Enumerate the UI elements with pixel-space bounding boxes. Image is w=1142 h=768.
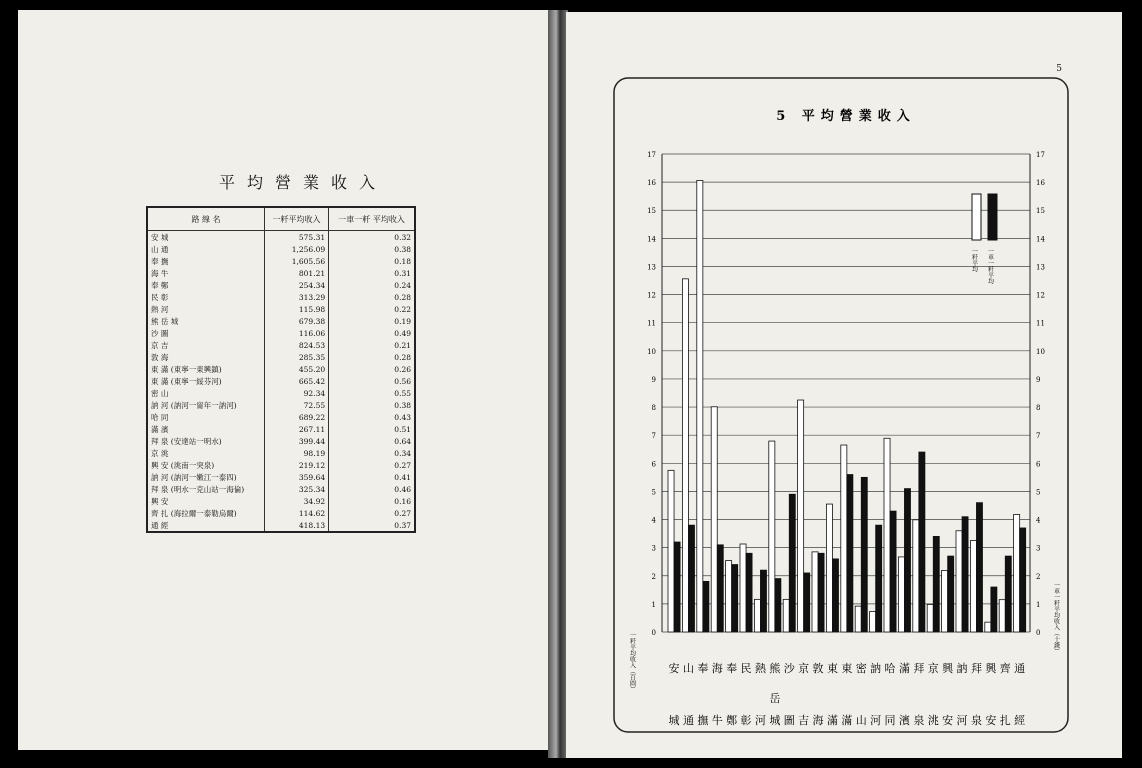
cell-value-per-car: 0.56	[329, 375, 415, 387]
y-tick-label-left: 1	[651, 600, 656, 609]
table-row	[147, 495, 415, 507]
category-label-bottom: 洮	[927, 714, 939, 727]
cell-value-per-km: 359.64	[265, 471, 329, 483]
y-tick-label-right: 4	[1036, 516, 1041, 525]
category-label-top: 哈	[884, 662, 896, 675]
legend-label-per-km: 一粁平均	[970, 248, 978, 272]
table-row	[147, 303, 415, 315]
category-label-top: 密	[855, 662, 867, 675]
cell-value-per-car: 0.38	[329, 243, 415, 255]
cell-route: 熊 岳 城	[147, 315, 265, 327]
cell-route: 民 彰	[147, 291, 265, 303]
bar-per-km	[769, 441, 775, 632]
cell-value-per-km: 313.29	[265, 291, 329, 303]
y-tick-label-right: 2	[1036, 572, 1041, 581]
bar-per-car	[1005, 556, 1011, 632]
bar-per-car	[976, 503, 982, 632]
cell-value-per-km: 267.11	[265, 423, 329, 435]
bar-per-car	[933, 536, 939, 632]
y-tick-label-right: 10	[1036, 347, 1045, 356]
category-label-bottom: 泉	[913, 714, 925, 727]
category-label-bottom: 扎	[999, 714, 1011, 727]
y-tick-label-left: 8	[651, 404, 656, 413]
table-row	[147, 363, 415, 375]
table-row	[147, 399, 415, 411]
category-label-top: 海	[711, 662, 723, 675]
cell-value-per-car: 0.21	[329, 339, 415, 351]
cell-value-per-car: 0.51	[329, 423, 415, 435]
category-label-top: 東	[826, 662, 838, 675]
y-tick-label-right: 16	[1036, 179, 1045, 188]
cell-value-per-car: 0.46	[329, 483, 415, 495]
category-label-top: 東	[841, 662, 853, 675]
category-label-bottom: 泉	[970, 714, 982, 727]
category-label-top: 拜	[970, 662, 982, 675]
category-label-bottom: 城	[668, 714, 680, 727]
y-tick-label-left: 14	[647, 235, 656, 244]
category-label-bottom: 撫	[697, 714, 709, 727]
y-tick-label-left: 7	[651, 432, 656, 441]
category-label-top: 奉	[697, 662, 709, 675]
table-row	[147, 243, 415, 255]
bar-per-km	[711, 407, 717, 632]
table-body	[147, 231, 415, 533]
table-row	[147, 255, 415, 267]
table-row	[147, 447, 415, 459]
cell-route: 京 洮	[147, 447, 265, 459]
cell-route: 海 牛	[147, 267, 265, 279]
cell-route: 拜 泉 (明水一克山站一海倫)	[147, 483, 265, 495]
table-row	[147, 315, 415, 327]
y-tick-label-left: 2	[651, 572, 656, 581]
table-row	[147, 507, 415, 519]
table-row	[147, 375, 415, 387]
cell-route: 奉 撫	[147, 255, 265, 267]
cell-value-per-car: 0.32	[329, 231, 415, 244]
cell-value-per-km: 801.21	[265, 267, 329, 279]
bar-per-car	[832, 559, 838, 632]
bar-per-car	[746, 553, 752, 632]
category-label-bottom: 滿	[826, 714, 838, 727]
bar-per-km	[798, 400, 804, 632]
y-tick-label-right: 12	[1036, 291, 1045, 300]
bar-per-car	[904, 489, 910, 632]
category-label-top: 京	[927, 662, 939, 675]
cell-route: 沙 圖	[147, 327, 265, 339]
cell-route: 東 滿 (東寧一綏芬河)	[147, 375, 265, 387]
y-tick-label-right: 5	[1036, 488, 1041, 497]
category-label-top: 訥	[956, 662, 968, 675]
cell-value-per-km: 689.22	[265, 411, 329, 423]
table-header-row	[147, 207, 415, 231]
cell-value-per-car: 0.27	[329, 459, 415, 471]
bar-per-km	[783, 599, 789, 632]
cell-value-per-car: 0.18	[329, 255, 415, 267]
category-label-bottom: 牛	[711, 714, 723, 727]
bar-per-km	[942, 570, 948, 632]
cell-value-per-km: 116.06	[265, 327, 329, 339]
legend-swatch-per-km	[972, 194, 981, 240]
table-row	[147, 267, 415, 279]
left-page	[18, 10, 558, 750]
cell-value-per-km: 824.53	[265, 339, 329, 351]
bar-per-km	[841, 445, 847, 632]
cell-value-per-car: 0.43	[329, 411, 415, 423]
bar-per-km	[985, 622, 991, 632]
header-per-car: 一車一粁 平均收入	[329, 207, 415, 231]
table-row	[147, 351, 415, 363]
table-row	[147, 435, 415, 447]
category-label-bottom: 吉	[798, 714, 810, 727]
cell-value-per-km: 665.42	[265, 375, 329, 387]
left-axis-label: 一粁平均收入（百圓）	[628, 632, 636, 692]
cell-value-per-km: 114.62	[265, 507, 329, 519]
category-label-bottom: 通	[682, 714, 694, 727]
cell-value-per-car: 0.34	[329, 447, 415, 459]
y-tick-label-right: 6	[1036, 460, 1041, 469]
bar-per-car	[732, 565, 738, 632]
table-row	[147, 471, 415, 483]
cell-value-per-km: 1,605.56	[265, 255, 329, 267]
cell-value-per-car: 0.64	[329, 435, 415, 447]
y-tick-label-right: 17	[1036, 151, 1045, 159]
table-row	[147, 291, 415, 303]
bar-per-km	[956, 531, 962, 632]
cell-value-per-car: 0.27	[329, 507, 415, 519]
category-label-top: 滿	[898, 662, 910, 675]
y-tick-label-right: 13	[1036, 263, 1045, 272]
cell-route: 通 經	[147, 519, 265, 532]
bar-per-km	[855, 606, 861, 632]
cell-value-per-car: 0.38	[329, 399, 415, 411]
cell-value-per-km: 399.44	[265, 435, 329, 447]
bar-per-car	[890, 511, 896, 632]
category-label-top: 齊	[999, 662, 1011, 675]
cell-value-per-car: 0.55	[329, 387, 415, 399]
category-label-bottom: 河	[956, 714, 968, 727]
category-label-bottom: 山	[855, 714, 867, 727]
right-axis-label: 一車一粁平均收入（十錢）	[1052, 582, 1060, 654]
cell-value-per-km: 418.13	[265, 519, 329, 532]
cell-value-per-car: 0.31	[329, 267, 415, 279]
cell-value-per-car: 0.41	[329, 471, 415, 483]
cell-value-per-km: 34.92	[265, 495, 329, 507]
y-tick-label-left: 10	[647, 347, 656, 356]
y-tick-label-left: 6	[651, 460, 656, 469]
category-label-bottom: 圖	[783, 714, 795, 727]
cell-value-per-car: 0.28	[329, 291, 415, 303]
category-label-bottom: 河	[870, 714, 882, 727]
y-tick-label-right: 0	[1036, 629, 1041, 637]
bar-per-km	[668, 470, 674, 632]
category-label-top: 熱	[754, 662, 766, 675]
y-tick-label-right: 1	[1036, 600, 1041, 609]
table-row	[147, 411, 415, 423]
cell-value-per-car: 0.37	[329, 519, 415, 532]
y-tick-label-left: 9	[651, 375, 656, 384]
book-spine	[548, 10, 568, 758]
y-tick-label-left: 4	[651, 516, 656, 525]
bar-per-car	[789, 494, 795, 632]
bar-per-km	[812, 552, 818, 632]
bar-per-km	[740, 544, 746, 632]
bar-per-car	[818, 553, 824, 632]
category-label-bottom: 海	[812, 714, 824, 727]
y-tick-label-right: 7	[1036, 432, 1041, 441]
legend-label-per-car: 一車一粁平均	[986, 248, 994, 284]
bar-chart	[566, 12, 1122, 758]
bar-per-car	[1020, 528, 1026, 632]
bar-per-km	[1014, 514, 1020, 632]
header-route: 路 線 名	[147, 207, 265, 231]
category-label-bottom: 彰	[740, 714, 752, 727]
bar-per-car	[991, 587, 997, 632]
cell-route: 山 通	[147, 243, 265, 255]
bar-per-car	[688, 525, 694, 632]
cell-route: 齊 扎 (海拉爾一泰勒烏爾)	[147, 507, 265, 519]
category-label-bottom: 安	[942, 714, 954, 727]
category-label-top: 京	[798, 662, 810, 675]
table-row	[147, 279, 415, 291]
bar-per-km	[898, 557, 904, 632]
bar-per-km	[913, 520, 919, 632]
cell-route: 東 滿 (東寧一東興鎮)	[147, 363, 265, 375]
cell-route: 訥 河 (訥河一嫩江一泰四)	[147, 471, 265, 483]
cell-value-per-car: 0.24	[329, 279, 415, 291]
cell-value-per-km: 455.20	[265, 363, 329, 375]
cell-value-per-km: 254.34	[265, 279, 329, 291]
table-row	[147, 339, 415, 351]
bar-per-car	[847, 475, 853, 632]
table-row	[147, 387, 415, 399]
bar-per-car	[876, 525, 882, 632]
category-label-top: 奉	[726, 662, 738, 675]
category-label-top: 興	[985, 662, 997, 675]
cell-value-per-car: 0.26	[329, 363, 415, 375]
category-label-top: 熊	[769, 662, 781, 675]
y-tick-label-right: 9	[1036, 375, 1041, 384]
bar-per-km	[927, 604, 933, 632]
cell-value-per-km: 98.19	[265, 447, 329, 459]
table-row	[147, 459, 415, 471]
y-tick-label-right: 14	[1036, 235, 1045, 244]
cell-value-per-km: 219.12	[265, 459, 329, 471]
cell-route: 京 吉	[147, 339, 265, 351]
bar-per-km	[884, 438, 890, 632]
cell-value-per-car: 0.28	[329, 351, 415, 363]
cell-value-per-km: 679.38	[265, 315, 329, 327]
category-label-bottom: 鄭	[726, 714, 738, 727]
bar-per-car	[717, 545, 723, 632]
header-per-km: 一粁平均收入	[265, 207, 329, 231]
cell-route: 哈 同	[147, 411, 265, 423]
cell-value-per-car: 0.22	[329, 303, 415, 315]
bar-per-car	[962, 517, 968, 632]
cell-value-per-km: 115.98	[265, 303, 329, 315]
income-table	[146, 206, 416, 533]
y-tick-label-right: 15	[1036, 207, 1045, 216]
cell-value-per-km: 285.35	[265, 351, 329, 363]
legend-swatch-per-car	[988, 194, 997, 240]
right-page	[566, 12, 1122, 758]
category-label-top: 拜	[913, 662, 925, 675]
category-label-sub: 岳	[769, 692, 781, 705]
cell-route: 密 山	[147, 387, 265, 399]
cell-route: 安 城	[147, 231, 265, 244]
category-label-top: 民	[740, 662, 752, 675]
bar-per-car	[674, 542, 680, 632]
bar-per-car	[703, 581, 709, 632]
bar-per-car	[948, 556, 954, 632]
bar-per-km	[682, 279, 688, 632]
cell-value-per-km: 575.31	[265, 231, 329, 244]
table-row	[147, 423, 415, 435]
cell-value-per-km: 72.55	[265, 399, 329, 411]
bar-per-car	[775, 579, 781, 632]
bar-per-car	[861, 477, 867, 632]
table-row	[147, 231, 415, 244]
category-label-top: 興	[942, 662, 954, 675]
category-label-bottom: 城	[769, 714, 781, 727]
bar-per-km	[999, 600, 1005, 632]
y-tick-label-left: 15	[647, 207, 656, 216]
bar-per-car	[919, 452, 925, 632]
category-label-top: 沙	[783, 662, 795, 675]
cell-value-per-car: 0.16	[329, 495, 415, 507]
category-label-bottom: 同	[884, 714, 896, 727]
category-label-top: 安	[668, 662, 680, 675]
y-tick-label-right: 8	[1036, 404, 1041, 413]
cell-route: 拜 泉 (安達站一明水)	[147, 435, 265, 447]
page-number: 5	[1056, 64, 1062, 74]
table-row	[147, 519, 415, 532]
y-tick-label-right: 3	[1036, 544, 1041, 553]
category-label-top: 山	[682, 662, 694, 675]
y-tick-label-left: 17	[647, 151, 656, 159]
table-row	[147, 483, 415, 495]
table-row	[147, 327, 415, 339]
category-label-top: 敦	[812, 662, 824, 675]
bar-per-km	[870, 611, 876, 632]
category-label-bottom: 濱	[898, 714, 910, 727]
bar-per-car	[760, 570, 766, 632]
cell-route: 熱 河	[147, 303, 265, 315]
category-label-bottom: 經	[1014, 714, 1026, 727]
bar-per-km	[726, 561, 732, 632]
category-label-bottom: 滿	[841, 714, 853, 727]
bar-per-car	[804, 573, 810, 632]
cell-value-per-km: 92.34	[265, 387, 329, 399]
bar-per-km	[697, 180, 703, 632]
cell-value-per-km: 325.34	[265, 483, 329, 495]
cell-route: 滿 濱	[147, 423, 265, 435]
category-label-top: 通	[1014, 662, 1026, 675]
y-tick-label-right: 11	[1036, 319, 1045, 328]
cell-value-per-car: 0.49	[329, 327, 415, 339]
bar-per-km	[970, 541, 976, 632]
cell-route: 奉 鄭	[147, 279, 265, 291]
y-tick-label-left: 0	[651, 629, 656, 637]
y-tick-label-left: 3	[651, 544, 656, 553]
category-label-bottom: 安	[985, 714, 997, 727]
chart-title: 5 平均營業收入	[776, 109, 916, 124]
cell-value-per-km: 1,256.09	[265, 243, 329, 255]
bar-per-km	[826, 504, 832, 632]
cell-route: 敦 海	[147, 351, 265, 363]
cell-value-per-car: 0.19	[329, 315, 415, 327]
cell-route: 訥 河 (訥河一甯年一訥河)	[147, 399, 265, 411]
cell-route: 興 安	[147, 495, 265, 507]
cell-route: 興 安 (洮南一突泉)	[147, 459, 265, 471]
table-title: 平均營業收入	[218, 173, 387, 192]
y-tick-label-left: 13	[647, 263, 656, 272]
bar-per-km	[754, 599, 760, 632]
category-label-bottom: 河	[754, 714, 766, 727]
category-label-top: 訥	[870, 662, 882, 675]
y-tick-label-left: 16	[647, 179, 656, 188]
y-tick-label-left: 11	[647, 319, 656, 328]
y-tick-label-left: 5	[651, 488, 656, 497]
y-tick-label-left: 12	[647, 291, 656, 300]
